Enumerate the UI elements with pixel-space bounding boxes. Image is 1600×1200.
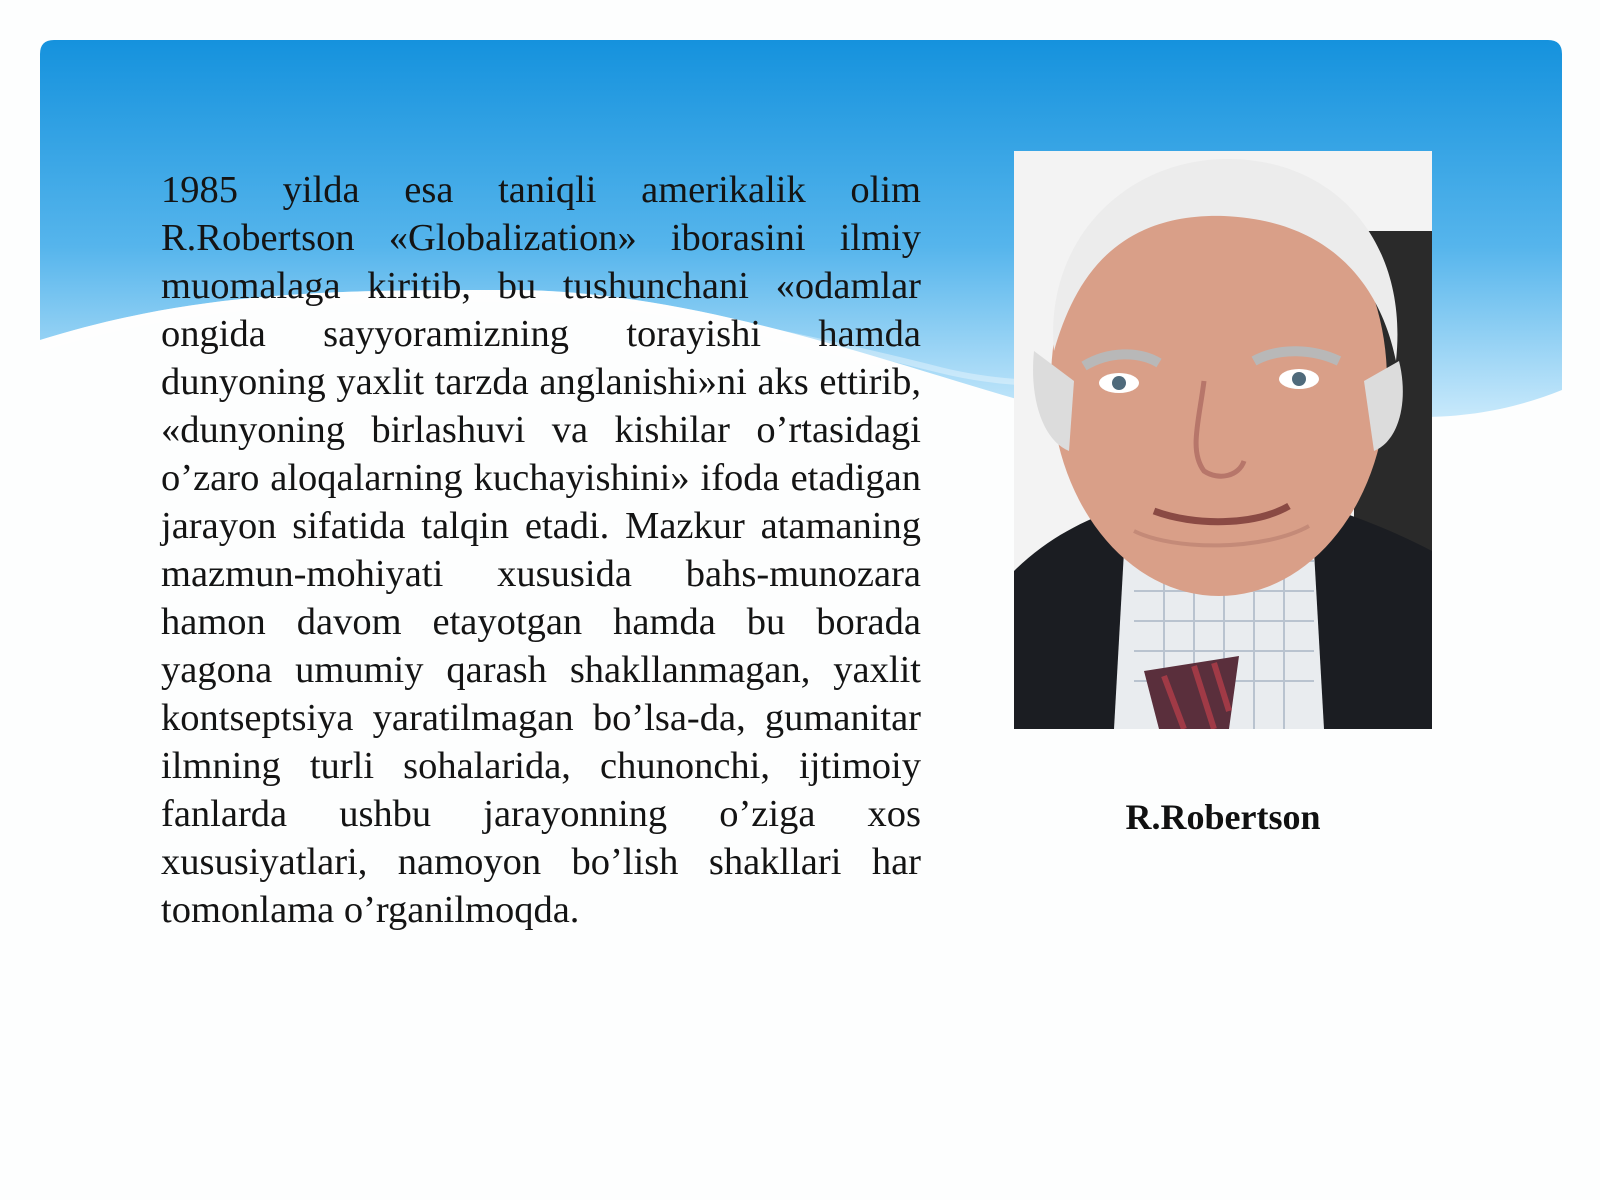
portrait-caption: R.Robertson xyxy=(1125,797,1321,837)
portrait-photo xyxy=(1014,151,1432,729)
body-paragraph: 1985 yilda esa taniqli amerikalik olim R.Robertson «Globalization» iborasini ilmiy muomalaga kiritib, bu tushunchani «odamlar ongida sayyoramizning torayishi hamda dunyoning yaxlit tarzda anglanishi»ni aks ettirib, «dunyoning birlashuvi va kishilar o’rtasidagi o’zaro aloqalarning kuchayishini» ifoda etadigan jarayon sifatida talqin etadi. Mazkur atamaning mazmun-mohiyati xususida bahs-munozara hamon davom etayotgan hamda bu borada yagona umumiy qarash shakllanmagan, yaxlit kontseptsiya yaratilmagan bo’lsa-da, gumanitar ilmning turli sohalarida, chunonchi, ijtimoiy fanlarda ushbu jarayonning o’ziga xos xususiyatlari, namoyon bo’lish shakllari har tomonlama o’rganilmoqda. xyxy=(161,169,921,931)
